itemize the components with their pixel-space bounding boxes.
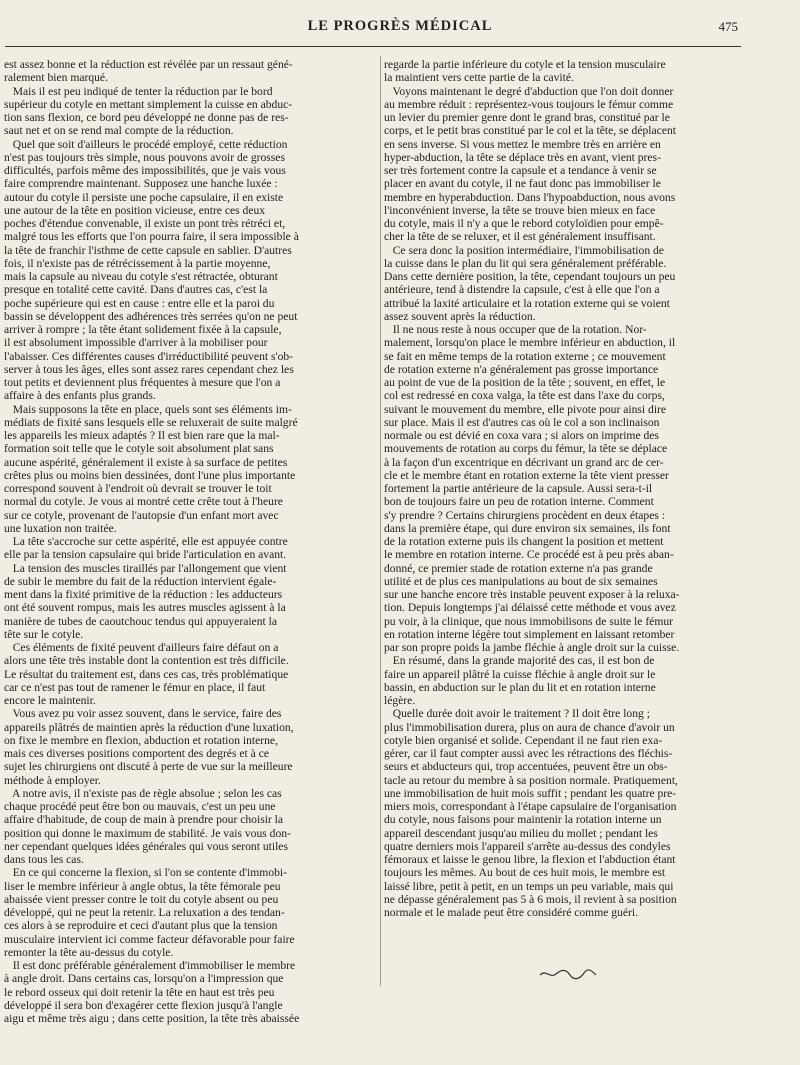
column-separator: [380, 56, 381, 986]
text-line: correspond souvent à l'endroit où devrait se trouver le toit: [4, 482, 272, 495]
text-line: cher la tête de se reluxer, et il est généralement insuffisant.: [384, 230, 656, 244]
text-line: mais la capsule au niveau du cotyle s'est rétractée, obturant: [4, 270, 278, 283]
text-line: Vous avez pu voir assez souvent, dans le service, faire des: [4, 707, 282, 721]
text-line: tion sans flexion, ce bord peu développé ne donne pas de res-: [4, 111, 289, 124]
text-line: A notre avis, il n'existe pas de règle absolue ; selon les cas: [4, 786, 282, 800]
text-line: abaissée vient presser contre le toit du cotyle absent ou peu: [4, 892, 279, 906]
text-line: ment dans la fixité primitive de la réduction : les adducteurs: [4, 588, 283, 601]
text-line: manière de tubes de caoutchouc tendus qui appuyeraient la: [4, 614, 277, 628]
header-rule: [5, 46, 741, 47]
text-line: Le résultat du traitement est, dans ces cas, très problématique: [4, 667, 289, 681]
text-line: arriver à rompre ; la tête étant solidement fixée à la capsule,: [4, 323, 282, 336]
text-line: fémoraux et laisse le genou libre, la flexion et l'abduction étant: [384, 853, 676, 866]
text-line: Mais il est peu indiqué de tenter la réduction par le bord: [4, 84, 273, 98]
text-line: presque en totalité cette cavité. Dans d'autres cas, c'est la: [4, 283, 268, 297]
text-line: fois, il n'existe pas de rétrécissement à la partie moyenne,: [4, 256, 271, 270]
text-line: développé, qui ne peut la retenir. La reluxation a des tendan-: [4, 906, 285, 919]
text-line: à la façon d'un excentrique en décrivant un grand arc de cer-: [384, 455, 664, 469]
text-line: développé il sera bon d'exagérer cette flexion jusqu'à l'angle: [4, 998, 283, 1012]
text-line: musculaire intervient ici comme facteur défavorable pour faire: [4, 932, 295, 946]
text-line: gérer, car il faut compter aussi avec les rétractions des fléchis-: [384, 747, 673, 760]
text-line: tête sur le cotyle.: [4, 627, 84, 641]
text-line: donné, ce premier stade de rotation externe n'a pas grande: [384, 561, 653, 575]
text-line: alors une tête très instable dont la contention est très difficile.: [4, 654, 289, 668]
text-line: formation soit telle que le cotyle soit absolument plat sans: [4, 442, 274, 456]
text-line: regarde la partie inférieure du cotyle et la tension musculaire: [384, 58, 666, 71]
text-line: dans la première étape, qui dure environ six semaines, ils font: [384, 521, 671, 535]
text-line: du cotyle, mais il n'y a que le rebord cotyloïdien pour empê-: [384, 217, 664, 230]
text-line: légère.: [384, 694, 416, 707]
text-line: sur place. Mais il est d'autres cas où le col a son inclinaison: [384, 415, 660, 429]
text-line: poche supérieure qui est en cause : entre elle et la paroi du: [4, 296, 275, 310]
text-line: remonter la tête au-dessus du cotyle.: [4, 945, 174, 959]
text-line: Il ne nous reste à nous occuper que de la rotation. Nor-: [384, 323, 647, 336]
text-line: pu voir, à la clinique, que nous immobilisons de suite le fémur: [384, 614, 674, 628]
text-line: l'abaisser. Ces différentes causes d'irréductibilité peuvent s'ob-: [4, 349, 294, 363]
text-line: Quel que soit d'ailleurs le procédé employé, cette réduction: [4, 137, 288, 151]
text-line: à angle droit. Dans certains cas, lorsqu'on a l'impression que: [4, 972, 284, 986]
text-line: ces alors à se reproduire et ceci d'autant plus que la tension: [4, 919, 278, 933]
text-line: de la rotation externe puis ils changent la position et mettent: [384, 535, 664, 548]
text-line: en sens inverse. Si vous mettez le membre très en arrière en: [384, 137, 661, 151]
text-line: cotyle bien organisé et solide. Cependant il ne faut rien exa-: [384, 733, 663, 747]
text-line: car ce n'est pas tout de ramener le fémur en place, il faut: [4, 680, 266, 694]
text-line: poches d'étendue convenable, il existe un pont très rétréci et,: [4, 217, 286, 230]
text-line: dans tous les cas.: [4, 853, 84, 866]
text-line: Dans cette dernière position, la tête, cependant toujours un peu: [384, 270, 676, 283]
text-line: attribué la laxité articulaire et la rotation externe qui se voient: [384, 296, 670, 310]
text-line: encore le maintenir.: [4, 694, 96, 707]
text-line: la maintient vers cette partie de la cavité.: [384, 71, 574, 85]
text-line: Quelle durée doit avoir le traitement ? Il doit être long ;: [384, 707, 650, 721]
text-line: faire un appareil plâtré la cuisse fléchie à angle droit sur le: [384, 667, 656, 681]
text-line: appareil descendant jusqu'au milieu du mollet ; pendant les: [384, 826, 658, 840]
text-line: elle par la tension capsulaire qui bride l'articulation en avant.: [4, 548, 287, 562]
text-line: assez souvent après la réduction.: [384, 309, 536, 323]
text-line: seurs et abducteurs qui, trop accentuées, peuvent être un obs-: [384, 760, 668, 774]
text-line: En ce qui concerne la flexion, si l'on se contente d'immobi-: [4, 866, 287, 880]
text-line: les appareils les mieux adaptés ? Il est bien rare que la mal-: [4, 429, 280, 442]
text-line: tout petits et deviennent plus fréquentes à mesure que l'on a: [4, 376, 281, 389]
text-line: se fait en même temps de la rotation externe ; ce mouvement: [384, 349, 666, 363]
text-line: ralement bien marqué.: [4, 71, 108, 85]
text-line: par son propre poids la jambe fléchie à angle droit sur la cuisse.: [384, 641, 680, 654]
text-line: chaque procédé peut être bon ou mauvais, c'est un peu une: [4, 800, 276, 813]
text-line: affaire d'habitude, de coup de main à prendre pour choisir la: [4, 813, 284, 827]
text-line: le rebord osseux qui doit retenir la tête en haut est très peu: [4, 985, 275, 999]
text-line: en rotation interne légère tout simplement en laissant retomber: [384, 627, 675, 641]
text-line: crêtes plus ou moins bien dessinées, dont l'une plus importante: [4, 468, 296, 482]
page-header: [0, 18, 800, 42]
text-line: bassin, en abduction sur le plan du lit et en rotation interne: [384, 680, 656, 694]
text-line: suivant le mouvement du membre, elle pivote pour ainsi dire: [384, 402, 667, 416]
text-line: position qui donne le maximum de stabilité. Je vais vous don-: [4, 826, 291, 840]
text-line: aucune aspérité, généralement il existe à sa surface de petites: [4, 455, 288, 469]
text-line: En résumé, dans la grande majorité des cas, il est bon de: [384, 654, 655, 668]
text-line: laissé libre, petit à petit, en un temps un peu variable, mais qui: [384, 879, 674, 893]
text-line: médiats de fixité sans lesquels elle se reluxerait de suite malgré: [4, 415, 298, 429]
text-line: malement, lorsqu'on place le membre inférieur en abduction, il: [384, 336, 676, 350]
text-line: utilité et de plus ces manipulations au bout de six semaines: [384, 574, 658, 588]
text-line: la cuisse dans le plan du lit qui sera généralement préférable.: [384, 256, 667, 270]
text-line: normale ou est dévié en coxa vara ; si alors on imprime des: [384, 429, 659, 442]
text-line: La tension des muscles tiraillés par l'allongement que vient: [4, 561, 287, 575]
text-line: fortement la partie antérieure de la capsule. Aussi sera-t-il: [384, 482, 653, 495]
text-line: un levier du premier genre dont le grand bras, constitué par le: [384, 111, 670, 124]
text-line: malgré tous les efforts que l'on pourra faire, il sera impossible à: [4, 230, 299, 244]
text-line: corps, et le petit bras constitué par le col et la tête, se déplacent: [384, 124, 676, 138]
text-line: Ces éléments de fixité peuvent d'ailleurs faire défaut on a: [4, 641, 279, 654]
text-line: miers mois, correspondant à l'étape capsulaire de l'organisation: [384, 800, 677, 813]
text-line: tacle au retour du membre à sa position normale. Pratiquement,: [384, 773, 678, 787]
text-line: normale et le malade peut être considéré comme guéri.: [384, 906, 638, 919]
journal-title: LE PROGRÈS MÉDICAL: [307, 18, 493, 34]
text-line: de subir le membre du fait de la réduction intervient égale-: [4, 574, 277, 588]
text-line: saut net et on se rend mal compte de la réduction.: [4, 124, 234, 138]
text-line: ne dépasse généralement pas 5 à 6 mois, il revient à sa position: [384, 892, 677, 906]
text-line: une luxation non traitée.: [4, 521, 117, 535]
text-line: ser très fortement contre la capsule et a tendance à venir se: [384, 164, 657, 177]
text-line: Il est donc préférable généralement d'immobiliser le membre: [4, 959, 296, 972]
text-line: sur une hanche encore très instable peuvent exposer à la reluxa-: [384, 588, 680, 601]
text-line: server à tous les âges, elles sont assez rares cependant chez les: [4, 362, 294, 376]
text-line: n'est pas toujours très simple, nous pouvons avoir de grosses: [4, 150, 285, 164]
text-line: Voyons maintenant le degré d'abduction que l'on doit donner: [384, 84, 674, 98]
text-line: une immobilisation de huit mois suffit ; pendant les quatre pre-: [384, 786, 677, 800]
text-line: il est absolument impossible d'arriver à la mobiliser pour: [4, 336, 268, 350]
text-line: sur ce cotyle, provenant de l'autopsie d'un enfant mort avec: [4, 508, 279, 522]
text-line: placer en avant du cotyle, il ne faut donc pas immobiliser le: [384, 177, 661, 191]
page-number: 475: [718, 19, 738, 34]
text-line: ner cependant quelques idées générales qui vous seront utiles: [4, 839, 288, 853]
text-line: difficultés, parfois même des impossibilités, que je vais vous: [4, 164, 286, 177]
text-line: du cotyle, nous faisons pour maintenir la rotation interne un: [384, 813, 662, 827]
text-line: ont été souvent rompus, mais les autres muscles agissent à la: [4, 601, 286, 615]
end-ornament: [538, 967, 598, 981]
text-line: cle et le membre étant en rotation externe la tête vient presser: [384, 468, 669, 482]
text-line: sujet les chirurgiens ont discuté à perte de vue sur la meilleure: [4, 760, 293, 774]
text-line: bon de toujours faire un peu de rotation interne. Comment: [384, 495, 654, 509]
text-line: supérieur du cotyle en mettant simplement la cuisse en abduc-: [4, 97, 293, 111]
left-column: [4, 58, 375, 1025]
text-line: affaire à des enfants plus grands.: [4, 389, 156, 403]
text-line: l'inconvénient inverse, la tête se trouve bien mieux en face: [384, 203, 656, 217]
text-line: membre en hyperabduction. Dans l'hypoabduction, nous avons: [384, 190, 676, 204]
text-line: toujours les mêmes. Au bout de ces huit mois, le membre est: [384, 866, 666, 880]
text-line: mouvements de rotation au corps du fémur, la tête se déplace: [384, 442, 668, 456]
text-line: antérieure, tend à distendre la capsule, c'est à elle que l'on a: [384, 283, 660, 297]
text-line: de rotation externe n'a généralement pas grosse importance: [384, 362, 659, 376]
text-line: au point de vue de la position de la tête ; souvent, en effet, le: [384, 376, 666, 389]
text-line: bassin se développent des adhérences très serrées qu'on ne peut: [4, 309, 298, 323]
text-line: tion. Depuis longtemps j'ai délaissé cette méthode et vous avez: [384, 601, 676, 615]
text-line: quatre derniers mois l'appareil s'arrête au-dessus des condyles: [384, 839, 671, 853]
text-line: est assez bonne et la réduction est révélée par un ressaut géné-: [4, 58, 293, 71]
text-line: normal du cotyle. Je vous ai montré cette crête tout à l'heure: [4, 495, 283, 509]
text-line: s'y prendre ? Certains chirurgiens procèdent en deux étapes :: [384, 508, 665, 522]
text-line: une autour de la tête en position vicieuse, entre ces deux: [4, 203, 266, 217]
text-line: le membre en rotation interne. Ce procédé est à peu près aban-: [384, 548, 674, 562]
text-line: liser le membre inférieur à angle obtus, la tête fémorale peu: [4, 879, 281, 893]
text-line: mais ces diverses positions comportent des degrés et à ce: [4, 747, 269, 760]
text-line: La tête s'accroche sur cette aspérité, elle est appuyée contre: [4, 535, 288, 548]
text-line: au membre réduit : représentez-vous toujours le fémur comme: [384, 97, 674, 111]
text-line: autour du cotyle il persiste une poche capsulaire, il en existe: [4, 190, 284, 204]
text-line: appareils plâtrés de maintien après la réduction d'une luxation,: [4, 720, 294, 734]
text-line: méthode à employer.: [4, 773, 101, 787]
text-line: plus l'immobilisation durera, plus on aura de chance d'avoir un: [384, 720, 675, 734]
text-line: on fixe le membre en flexion, abduction et rotation interne,: [4, 733, 278, 747]
text-line: hyper-abduction, la tête se déplace très en avant, vient pres-: [384, 150, 661, 164]
text-line: la tête de franchir l'isthme de cette capsule en sablier. D'autres: [4, 243, 292, 257]
right-column: [384, 58, 739, 919]
text-line: Ce sera donc la position intermédiaire, l'immobilisation de: [384, 243, 664, 257]
text-line: faire comprendre maintenant. Supposez une hanche luxée :: [4, 177, 278, 191]
text-line: col est redressé en coxa valga, la tête est dans l'axe du corps,: [384, 389, 665, 403]
text-line: aigu et même très aigu ; dans cette position, la tête très abaissée: [4, 1012, 300, 1025]
text-line: Mais supposons la tête en place, quels sont ses éléments im-: [4, 402, 292, 416]
